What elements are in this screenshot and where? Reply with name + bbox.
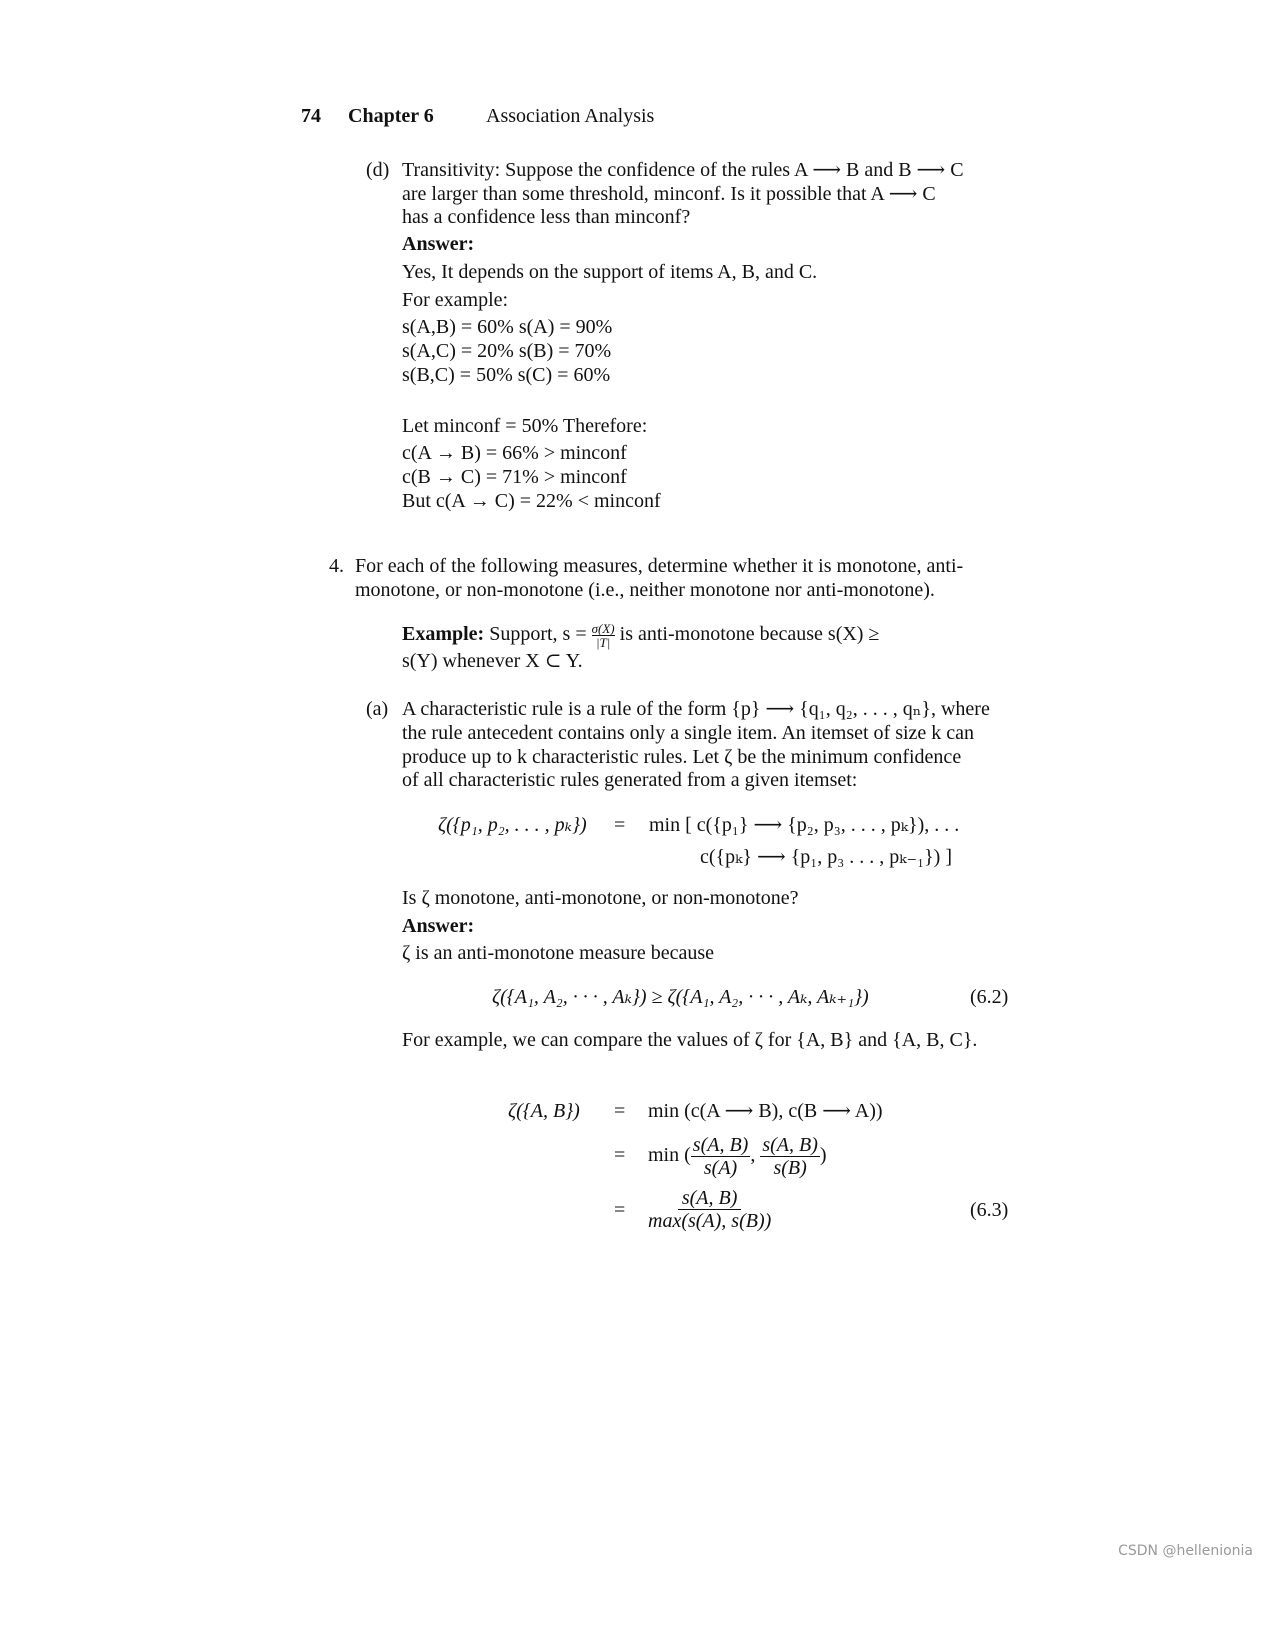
text-line: A characteristic rule is a rule of the form {p} ⟶ {q₁, q₂, . . . , qₙ}, where: [402, 698, 990, 720]
numerator: s(A, B): [692, 1133, 749, 1156]
support-line: s(A,B) = 60% s(A) = 90%: [402, 316, 613, 338]
equation-lhs: ζ({A, B}): [508, 1100, 580, 1122]
equation-rhs: min (c(A ⟶ B), c(B ⟶ A)): [648, 1100, 883, 1122]
equals-sign: =: [614, 1199, 626, 1221]
text: min (: [648, 1144, 691, 1166]
equation-6-2: ζ({A₁, A₂, · · · , Aₖ}) ≥ ζ({A₁, A₂, · · · , Aₖ, Aₖ₊₁}): [492, 986, 869, 1008]
support-line: s(B,C) = 50% s(C) = 60%: [402, 364, 611, 386]
equation-rhs: min ( $\frac{s(A, B)}{s(A)}$ , $\frac{s(A, B)}{s(B)}$ ): [648, 1133, 827, 1179]
equation-number: (6.2): [970, 986, 1009, 1008]
text-line: For example:: [402, 289, 509, 311]
text: ): [819, 1144, 827, 1166]
example-label: Example:: [402, 623, 485, 646]
denominator: s(A): [703, 1156, 738, 1179]
example-line: [402, 622, 879, 649]
equation-lhs: ζ({p₁, p₂, . . . , pₖ}): [438, 814, 587, 836]
answer-label: Answer:: [402, 915, 475, 937]
numerator: s(A, B): [678, 1187, 742, 1210]
text-line: of all characteristic rules generated from a given itemset:: [402, 769, 858, 791]
page-number: 74: [301, 105, 321, 127]
answer-label: Answer:: [402, 233, 475, 255]
fraction: [648, 1187, 771, 1232]
answer-text: ζ is an anti-monotone measure because: [402, 942, 715, 964]
item-label-a: (a): [366, 698, 389, 720]
fraction: [691, 1134, 751, 1179]
text-line: For each of the following measures, determine whether it is monotone, anti-: [355, 555, 964, 577]
result-line: c(B → C) = 71% > minconf: [402, 466, 627, 488]
item-label-d: (d): [366, 159, 390, 181]
chapter-title: Association Analysis: [486, 105, 655, 127]
equals-sign: =: [614, 1100, 626, 1122]
equation-rhs: c({pₖ} ⟶ {p₁, p₃ . . . , pₖ₋₁}) ]: [700, 846, 952, 868]
fraction: [592, 622, 615, 649]
equation-rhs: [648, 1185, 771, 1232]
text-line: Transitivity: Suppose the confidence of the rules A ⟶ B and B ⟶ C: [402, 159, 964, 181]
result-line: But c(A → C) = 22% < minconf: [402, 490, 661, 512]
text-line: Let minconf = 50% Therefore:: [402, 415, 648, 437]
fraction: [760, 1134, 820, 1179]
answer-text: Yes, It depends on the support of items A, B, and C.: [402, 261, 818, 283]
equation-number: (6.3): [970, 1199, 1009, 1221]
text-line: are larger than some threshold, minconf. Is it possible that A ⟶ C: [402, 183, 936, 205]
numerator: σ(X): [591, 621, 615, 636]
denominator: s(B): [773, 1156, 807, 1179]
support-line: s(A,C) = 20% s(B) = 70%: [402, 340, 612, 362]
equation-rhs: min [ c({p₁} ⟶ {p₂, p₃, . . . , pₖ}), . . .: [649, 814, 960, 836]
numerator: s(A, B): [762, 1133, 818, 1156]
text-line: monotone, or non-monotone (i.e., neither monotone nor anti-monotone).: [355, 579, 935, 601]
text: Support, s =: [489, 623, 587, 646]
text-line: For example, we can compare the values of ζ for {A, B} and {A, B, C}.: [402, 1029, 978, 1051]
text-line: the rule antecedent contains only a single item. An itemset of size k can: [402, 722, 975, 744]
watermark: CSDN @hellenionia: [1118, 1543, 1253, 1559]
equals-sign: =: [614, 1144, 626, 1166]
chapter-label: Chapter 6: [348, 105, 434, 127]
denominator: |T|: [595, 635, 611, 650]
text: is anti-monotone because s(X) ≥: [619, 623, 880, 646]
question-text: Is ζ monotone, anti-monotone, or non-monotone?: [402, 887, 799, 909]
denominator: max(s(A), s(B)): [648, 1209, 772, 1232]
question-number: 4.: [329, 555, 344, 577]
text-line: produce up to k characteristic rules. Let ζ be the minimum confidence: [402, 746, 962, 768]
result-line: c(A → B) = 66% > minconf: [402, 442, 627, 464]
equals-sign: =: [614, 814, 626, 836]
text-line: s(Y) whenever X ⊂ Y.: [402, 650, 583, 672]
text-line: has a confidence less than minconf?: [402, 206, 691, 228]
